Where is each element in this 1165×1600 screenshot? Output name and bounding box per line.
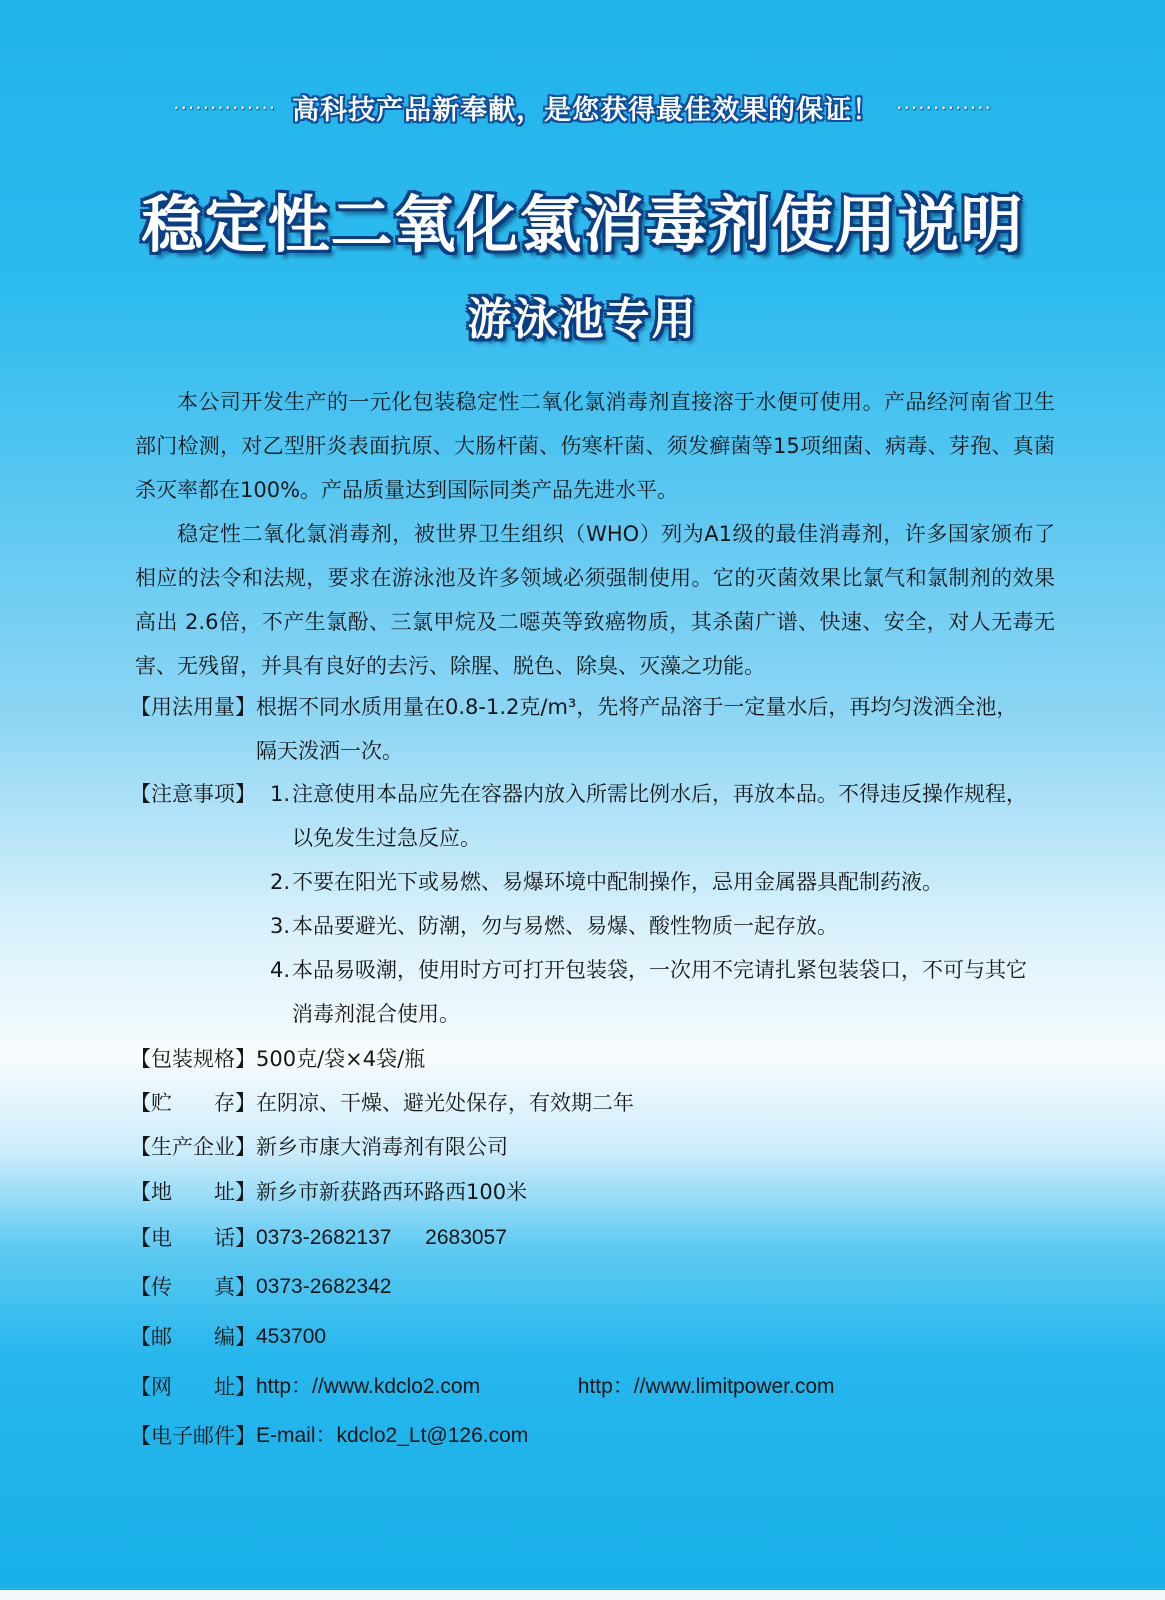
website-link-1[interactable]: http：//www.kdclo2.com	[256, 1375, 481, 1398]
note-number: 4.	[270, 958, 291, 982]
note-text: 本品要避光、防潮，勿与易燃、易爆、酸性物质一起存放。	[292, 914, 838, 938]
page-title: 稳定性二氧化氯消毒剂使用说明	[141, 188, 1024, 261]
decorative-dots-left: ··············	[173, 95, 277, 120]
phone-row	[130, 1216, 507, 1260]
phone-number-1: 0373-2682137	[256, 1226, 392, 1249]
fax-value: 0373-2682342	[256, 1275, 392, 1298]
note-number: 1.	[270, 782, 291, 806]
package-row	[130, 1037, 425, 1081]
address-value: 新乡市新获路西环路西100米	[256, 1180, 528, 1204]
manufacturer-row	[130, 1125, 508, 1169]
decorative-dots-right: ·············	[896, 95, 992, 120]
page-subtitle: 游泳池专用	[467, 294, 698, 345]
website-row	[130, 1365, 835, 1409]
manufacturer-label: 【生产企业】	[130, 1135, 256, 1159]
package-value: 500克/袋×4袋/瓶	[256, 1047, 426, 1071]
storage-row	[130, 1081, 634, 1125]
address-row	[130, 1170, 527, 1214]
phone-number-2: 2683057	[425, 1226, 507, 1249]
email-row	[130, 1414, 528, 1458]
postcode-label: 【邮 编】	[130, 1325, 256, 1349]
usage-text: 根据不同水质用量在0.8-1.2克/m³，先将产品溶于一定量水后，再均匀泼洒全池，隔天泼洒一次。	[256, 695, 1018, 763]
note-text: 本品易吸潮，使用时方可打开包装袋，一次用不完请扎紧包装袋口，不可与其它消毒剂混合使用。	[292, 958, 1027, 1026]
phone-label: 【电 话】	[130, 1226, 256, 1250]
usage-row	[130, 685, 1026, 773]
note-item	[270, 860, 1040, 904]
manufacturer-value: 新乡市康大消毒剂有限公司	[256, 1135, 508, 1159]
note-item	[270, 948, 1040, 1036]
fax-row	[130, 1265, 391, 1309]
note-item	[270, 772, 1040, 860]
slogan-banner	[0, 88, 1165, 127]
storage-label: 【贮 存】	[130, 1091, 256, 1115]
intro-section	[135, 380, 1055, 688]
phone-value	[256, 1216, 507, 1260]
notes-label: 【注意事项】	[130, 782, 256, 806]
package-label: 【包装规格】	[130, 1047, 256, 1071]
intro-paragraph-1: 本公司开发生产的一元化包装稳定性二氧化氯消毒剂直接溶于水便可使用。产品经河南省卫生部门检测，对乙型肝炎表面抗原、大肠杆菌、伤寒杆菌、须发癣菌等15项细菌、病毒、芽孢、真菌杀灭率都在100%。产品质量达到国际同类产品先进水平。	[135, 390, 1055, 502]
website-link-2[interactable]: http：//www.limitpower.com	[577, 1375, 835, 1398]
note-number: 2.	[270, 870, 291, 894]
website-value	[256, 1365, 835, 1409]
note-text: 注意使用本品应先在容器内放入所需比例水后，再放本品。不得违反操作规程，以免发生过急反应。	[292, 782, 1027, 850]
usage-label: 【用法用量】	[130, 695, 256, 719]
address-label: 【地 址】	[130, 1180, 256, 1204]
note-number: 3.	[270, 914, 291, 938]
slogan-text: 高科技产品新奉献，是您获得最佳效果的保证！	[292, 95, 881, 126]
website-label: 【网 址】	[130, 1375, 256, 1399]
email-value[interactable]: E-mail：kdclo2_Lt@126.com	[256, 1424, 529, 1447]
note-text: 不要在阳光下或易燃、易爆环境中配制操作，忌用金属器具配制药液。	[292, 870, 943, 894]
email-label: 【电子邮件】	[130, 1424, 256, 1448]
storage-value: 在阴凉、干燥、避光处保存，有效期二年	[256, 1091, 634, 1115]
postcode-row	[130, 1315, 326, 1359]
intro-paragraph-2: 稳定性二氧化氯消毒剂，被世界卫生组织（WHO）列为A1级的最佳消毒剂，许多国家颁布了相应的法令和法规，要求在游泳池及许多领域必须强制使用。它的灭菌效果比氯气和氯制剂的效果高出 2.6倍，不产生氯酚、三氯甲烷及二噁英等致癌物质，其杀菌广谱、快速、安全，对人无毒无害、无残留，并具有良好的去污、除腥、脱色、除臭、灭藻之功能。	[135, 522, 1055, 678]
fax-label: 【传 真】	[130, 1275, 256, 1299]
note-item	[270, 904, 1040, 948]
postcode-value: 453700	[256, 1325, 327, 1348]
